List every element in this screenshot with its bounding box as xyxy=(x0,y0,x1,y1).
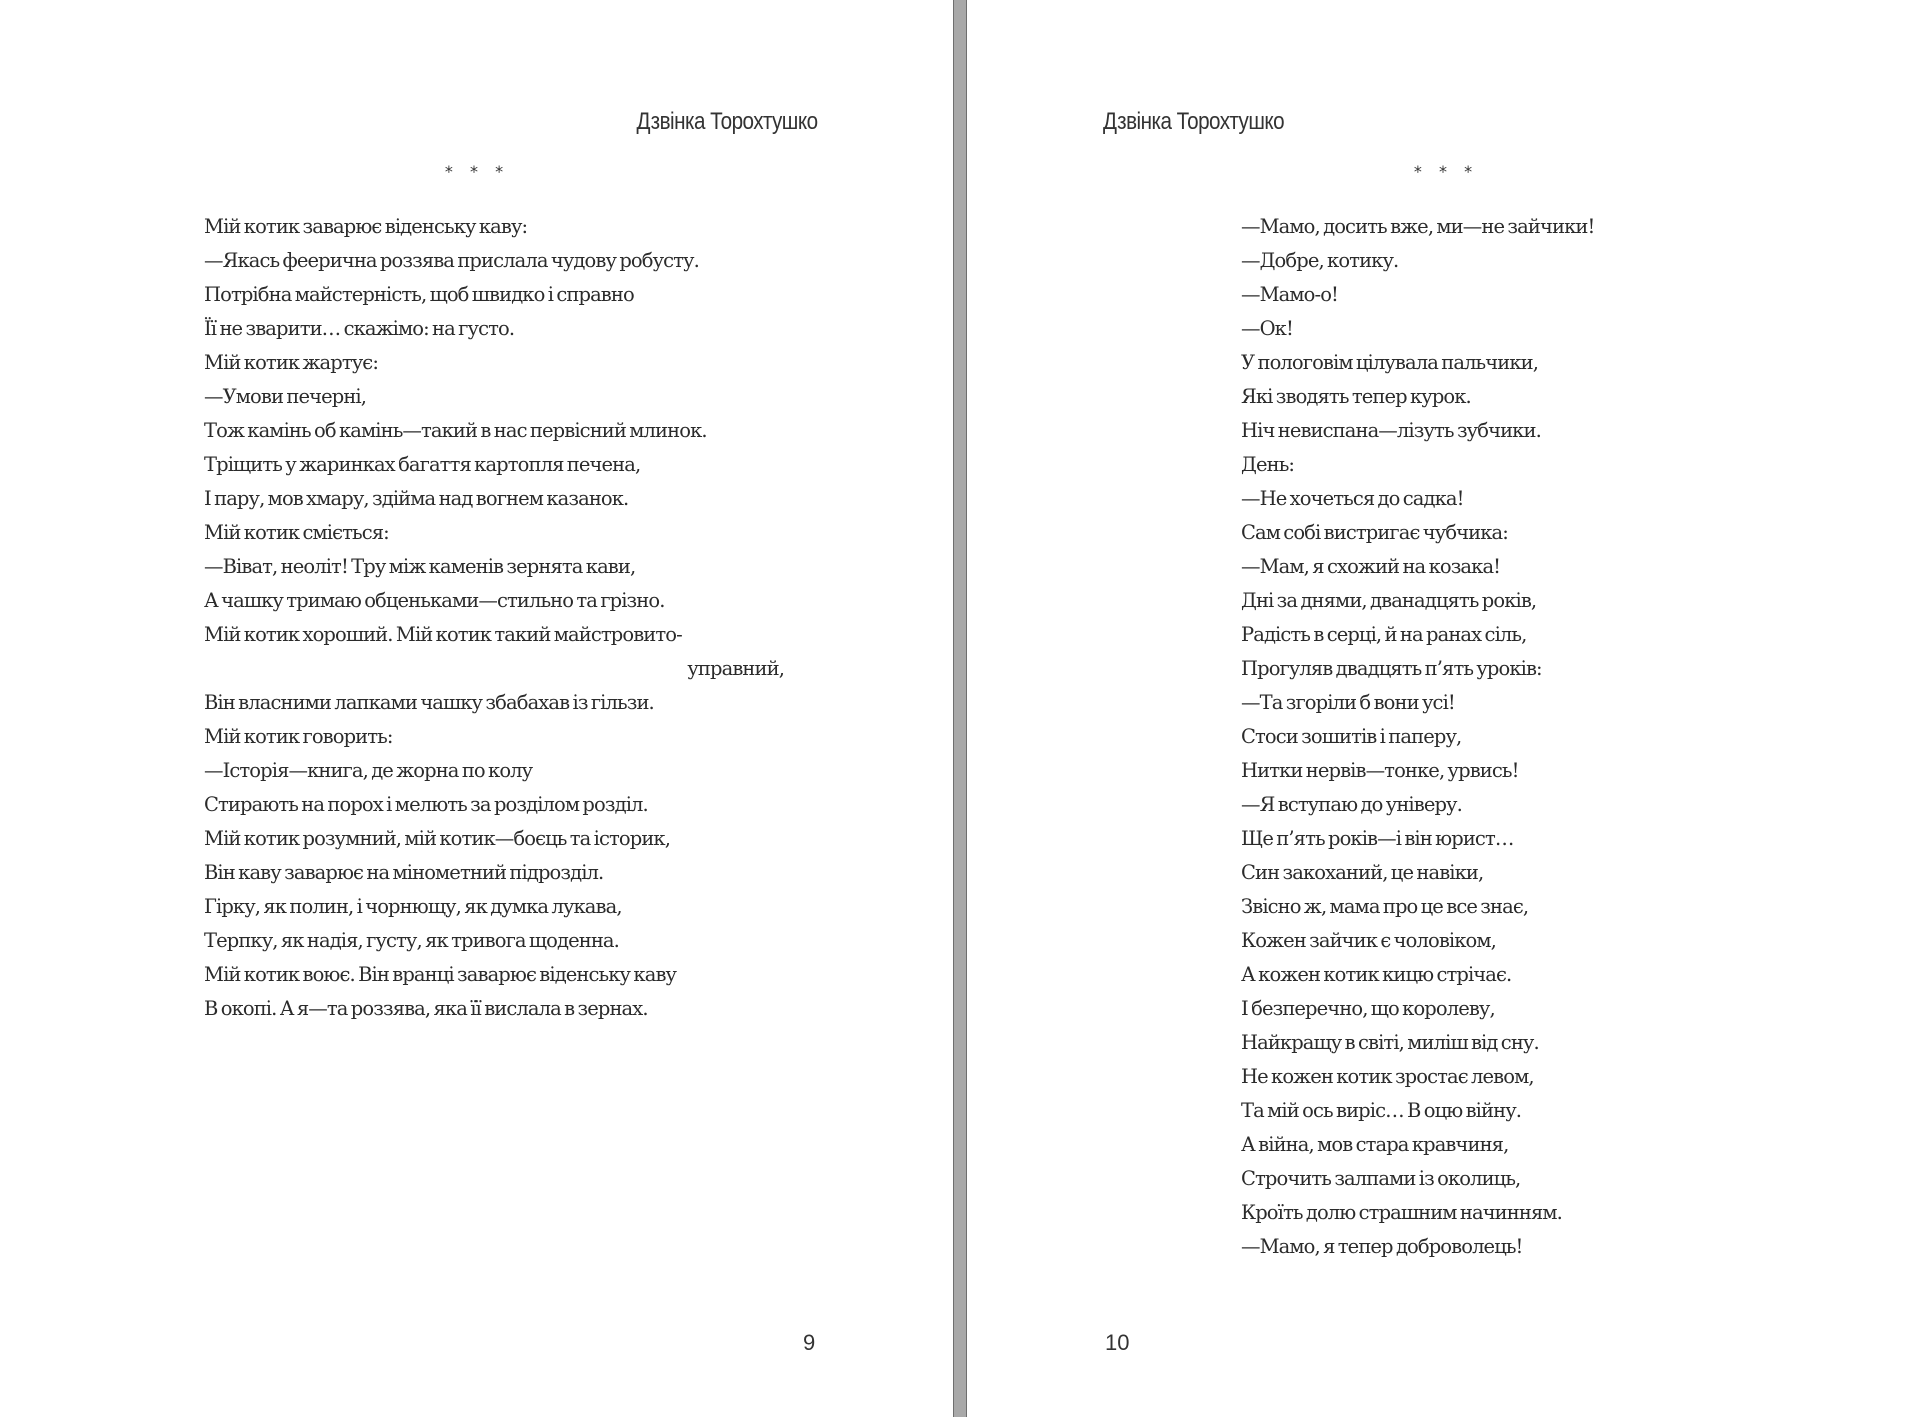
poem-line: Стоси зошитів і паперу, xyxy=(1241,725,1462,748)
poem-line: Дні за днями, дванадцять років, xyxy=(1241,589,1537,612)
poem-line: А війна, мов стара кравчиня, xyxy=(1241,1133,1509,1156)
poem-line: Тож камінь об камінь—такий в нас первісний млинок. xyxy=(204,419,707,442)
poem-line: —Якась феерична роззява прислала чудову робусту. xyxy=(204,249,699,272)
page-number: 10 xyxy=(1105,1330,1130,1355)
poem-line: —Добре, котику. xyxy=(1241,249,1399,272)
running-head-author: Дзвінка Торохтушко xyxy=(636,108,818,135)
poem-line-continuation: управний, xyxy=(687,657,784,680)
poem-line: Не кожен котик зростає левом, xyxy=(1241,1065,1534,1088)
poem-line: Стирають на порох і мелють за розділом розділ. xyxy=(204,793,648,816)
poem-line: Прогуляв двадцять п’ять уроків: xyxy=(1241,657,1542,680)
poem-line: І пару, мов хмару, здійма над вогнем казанок. xyxy=(204,487,629,510)
poem-line: —Не хочеться до садка! xyxy=(1241,487,1464,510)
section-separator: * * * xyxy=(1413,162,1479,181)
poem-line: Ніч невиспана—лізуть зубчики. xyxy=(1241,419,1541,442)
poem-line: Терпку, як надія, густу, як тривога щоденна. xyxy=(204,929,619,952)
poem-line: Мій котик воює. Він вранці заварює віденську каву xyxy=(204,963,677,986)
poem-line: Строчить залпами із околиць, xyxy=(1241,1167,1521,1190)
poem-text xyxy=(1241,210,1761,1264)
poem-line: А чашку тримаю обценьками—стильно та грізно. xyxy=(204,589,665,612)
poem-line: Нитки нервів—тонке, урвись! xyxy=(1241,759,1519,782)
poem-line: А кожен котик кицю стрічає. xyxy=(1241,963,1512,986)
poem-line: День: xyxy=(1241,453,1295,476)
poem-line: Її не зварити… скажімо: на густо. xyxy=(204,317,515,340)
poem-line: Він каву заварює на мінометний підрозділ. xyxy=(204,861,604,884)
poem-line: —Віват, неоліт! Тру між каменів зернята кави, xyxy=(204,555,636,578)
poem-line: Кожен зайчик є чоловіком, xyxy=(1241,929,1496,952)
poem-line: Найкращу в світі, миліш від сну. xyxy=(1241,1031,1539,1054)
poem-line: Мій котик сміється: xyxy=(204,521,389,544)
poem-line: Мій котик розумний, мій котик—боєць та історик, xyxy=(204,827,671,850)
poem-line: Сам собі вистригає чубчика: xyxy=(1241,521,1508,544)
page-gutter-divider xyxy=(953,0,967,1417)
poem-line: —Історія—книга, де жорна по колу xyxy=(204,759,533,782)
poem-line: —Мамо-о! xyxy=(1241,283,1338,306)
poem-line: Які зводять тепер курок. xyxy=(1241,385,1471,408)
poem-line: —Ок! xyxy=(1241,317,1293,340)
poem-line: Мій котик хороший. Мій котик такий майстровито- xyxy=(204,623,682,646)
poem-line: Ще п’ять років—і він юрист… xyxy=(1241,827,1514,850)
poem-line: —Мам, я схожий на козака! xyxy=(1241,555,1501,578)
poem-line: —Мамо, я тепер доброволець! xyxy=(1241,1235,1523,1258)
section-separator: * * * xyxy=(444,162,510,181)
poem-text xyxy=(204,210,784,1026)
poem-line: —Умови печерні, xyxy=(204,385,367,408)
poem-line: Син закоханий, це навіки, xyxy=(1241,861,1484,884)
running-head-author: Дзвінка Торохтушко xyxy=(1103,108,1285,135)
poem-line: Гірку, як полин, і чорнющу, як думка лукава, xyxy=(204,895,622,918)
poem-line: —Та згоріли б вони усі! xyxy=(1241,691,1455,714)
poem-line: Звісно ж, мама про це все знає, xyxy=(1241,895,1529,918)
poem-line: —Я вступаю до універу. xyxy=(1241,793,1462,816)
poem-line: У пологовім цілувала пальчики, xyxy=(1241,351,1539,374)
page-number: 9 xyxy=(803,1330,816,1355)
poem-line: Мій котик жартує: xyxy=(204,351,378,374)
poem-line: Радість в серці, й на ранах сіль, xyxy=(1241,623,1527,646)
poem-line: Мій котик говорить: xyxy=(204,725,393,748)
poem-line: Кроїть долю страшним начинням. xyxy=(1241,1201,1562,1224)
poem-line: Та мій ось виріс… В оцю війну. xyxy=(1241,1099,1522,1122)
poem-line: І безперечно, що королеву, xyxy=(1241,997,1495,1020)
poem-line: Тріщить у жаринках багаття картопля печена, xyxy=(204,453,641,476)
poem-line: —Мамо, досить вже, ми—не зайчики! xyxy=(1241,215,1595,238)
page-left xyxy=(0,0,953,1417)
poem-line: В окопі. А я—та роззява, яка її вислала в зернах. xyxy=(204,997,648,1020)
poem-line: Потрібна майстерність, щоб швидко і справно xyxy=(204,283,634,306)
page-right xyxy=(967,0,1920,1417)
poem-line: Він власними лапками чашку збабахав із гільзи. xyxy=(204,691,654,714)
poem-line: Мій котик заварює віденську каву: xyxy=(204,215,528,238)
